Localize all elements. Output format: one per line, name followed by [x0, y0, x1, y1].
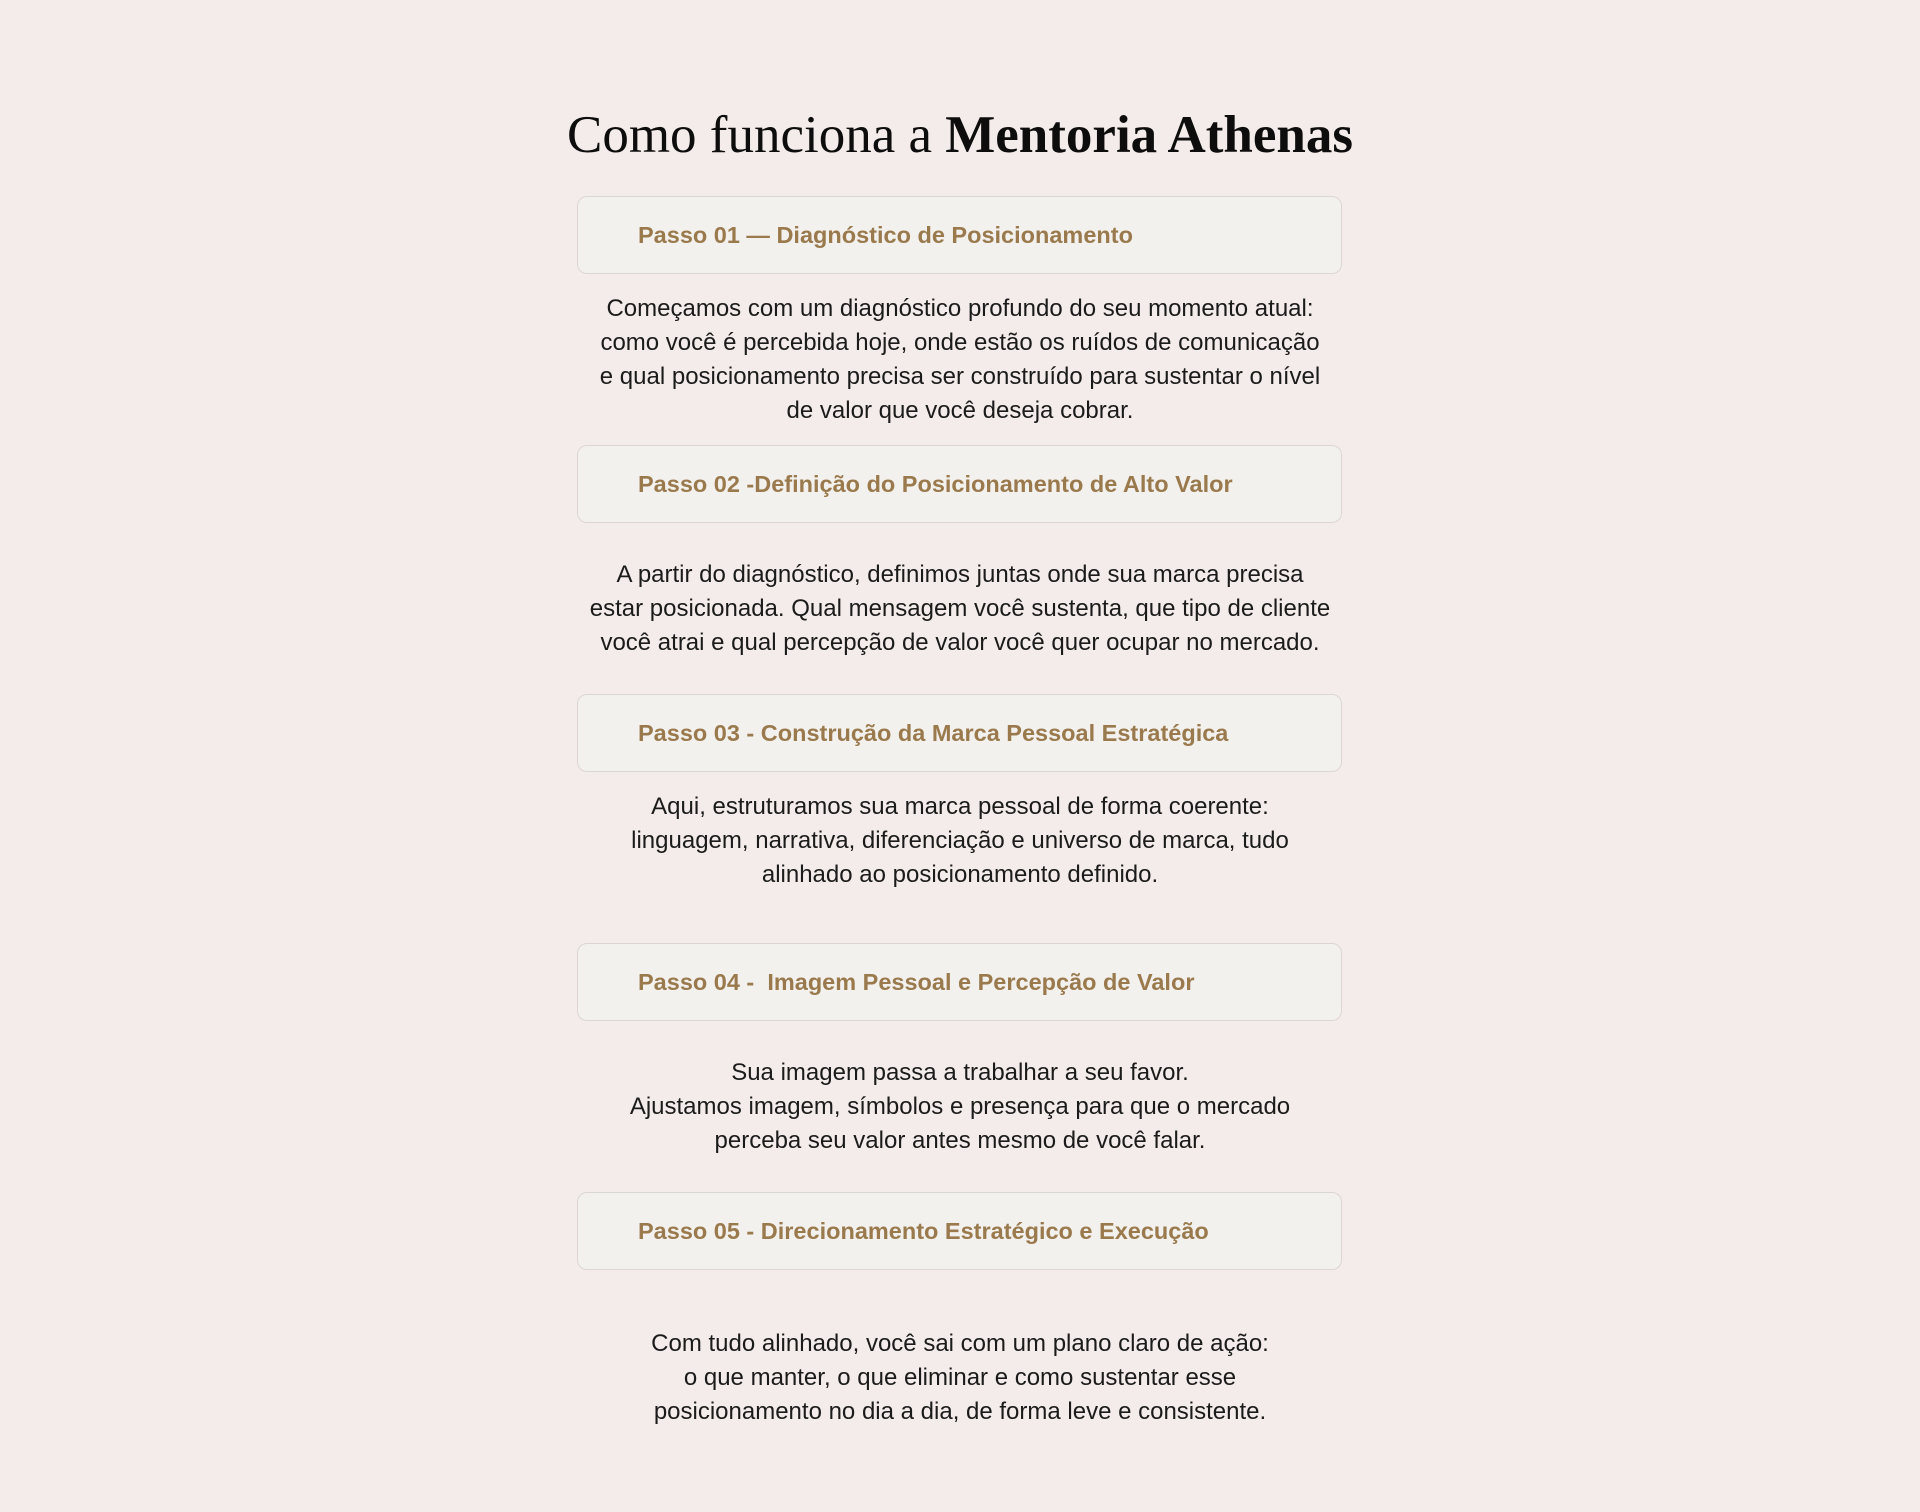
step-04-description-line: Sua imagem passa a trabalhar a seu favor.: [731, 1059, 1189, 1086]
step-03-description-line: linguagem, narrativa, diferenciação e universo de marca, tudo: [631, 827, 1289, 854]
step-03-description-line: alinhado ao posicionamento definido.: [761, 861, 1159, 888]
step-05-description: [560, 1327, 1360, 1429]
page-title-bold: Mentoria Athenas: [945, 106, 1354, 164]
step-02-description: [560, 558, 1360, 660]
step-04-description: [560, 1056, 1360, 1158]
step-04-box[interactable]: [577, 943, 1342, 1021]
step-01-description-line: de valor que você deseja cobrar.: [786, 397, 1134, 424]
step-05-description-line: Com tudo alinhado, você sai com um plano claro de ação:: [651, 1330, 1269, 1357]
page-title: [0, 100, 1920, 170]
step-04-description-line: Ajustamos imagem, símbolos e presença para que o mercado: [629, 1093, 1291, 1120]
step-05-description-line: o que manter, o que eliminar e como sustentar esse: [683, 1364, 1237, 1391]
step-03-description-line: Aqui, estruturamos sua marca pessoal de forma coerente:: [651, 793, 1269, 820]
step-02-box[interactable]: [577, 445, 1342, 523]
step-03-description: [560, 790, 1360, 892]
step-02-description-line: você atrai e qual percepção de valor você quer ocupar no mercado.: [600, 629, 1320, 656]
step-01-description-line: Começamos com um diagnóstico profundo do seu momento atual:: [606, 295, 1314, 322]
step-05-box[interactable]: [577, 1192, 1342, 1270]
page-title-regular: Como funciona a: [566, 106, 946, 164]
step-03-label: Passo 03 - Construção da Marca Pessoal Estratégica: [638, 719, 1229, 746]
step-02-description-line: A partir do diagnóstico, definimos juntas onde sua marca precisa: [616, 561, 1304, 588]
step-03-box[interactable]: [577, 694, 1342, 772]
step-02-label: Passo 02 -Definição do Posicionamento de Alto Valor: [638, 470, 1233, 497]
step-01-box[interactable]: [577, 196, 1342, 274]
step-04-description-line: perceba seu valor antes mesmo de você falar.: [714, 1127, 1206, 1154]
step-05-label: Passo 05 - Direcionamento Estratégico e Execução: [638, 1217, 1209, 1244]
step-02-description-line: estar posicionada. Qual mensagem você sustenta, que tipo de cliente: [589, 595, 1331, 622]
step-01-description-line: como você é percebida hoje, onde estão os ruídos de comunicação: [600, 329, 1320, 356]
step-01-label: Passo 01 — Diagnóstico de Posicionamento: [638, 221, 1133, 248]
step-05-description-line: posicionamento no dia a dia, de forma leve e consistente.: [653, 1398, 1267, 1425]
step-01-description: [560, 292, 1360, 428]
step-01-description-line: e qual posicionamento precisa ser construído para sustentar o nível: [599, 363, 1321, 390]
step-04-label: Passo 04 - Imagem Pessoal e Percepção de Valor: [638, 968, 1195, 995]
